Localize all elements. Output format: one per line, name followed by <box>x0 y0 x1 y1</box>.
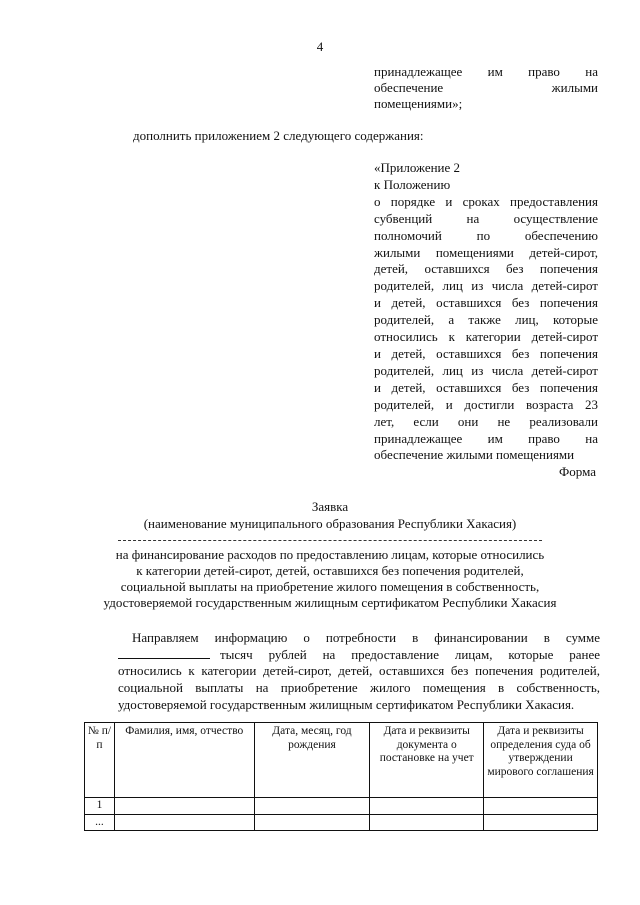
header-cell-name: Фамилия, имя, отчество <box>114 723 254 798</box>
appendix-line: и детей, оставшихся без попечения <box>374 345 598 361</box>
header-cell-number: № п/п <box>85 723 115 798</box>
table-cell <box>484 814 598 831</box>
table-cell <box>254 798 370 815</box>
appendix-line: родителей, лиц из числа детей-сирот <box>374 362 598 378</box>
table-cell <box>114 798 254 815</box>
table-header-row <box>85 723 598 798</box>
table-row <box>85 814 598 831</box>
paragraph-line-with-blank <box>118 647 600 664</box>
table-row <box>85 798 598 815</box>
previous-text-continuation <box>374 64 598 112</box>
header-cell-registration-document: Дата и реквизиты документа о постановке на учет <box>370 723 484 798</box>
purpose-line: социальной выплаты на приобретение жилого помещения в собственность, <box>120 579 540 594</box>
appendix-line: и детей, оставшихся без попечения <box>374 379 598 395</box>
appendix-line: родителей, а также лиц, которые <box>374 312 598 328</box>
application-title: Заявка <box>311 499 349 514</box>
appendix-line: принадлежащее им право на <box>374 430 598 446</box>
continuation-line: помещениями»; <box>374 96 463 111</box>
continuation-line: принадлежащее им право на <box>374 64 598 79</box>
table-cell: ... <box>85 814 115 831</box>
request-paragraph <box>118 630 600 714</box>
appendix-line: лет, если они не реализовали <box>374 413 598 429</box>
continuation-line: обеспечение жилыми <box>374 80 598 95</box>
table-cell: 1 <box>85 798 115 815</box>
municipality-name-line <box>118 540 542 541</box>
page-number: 4 <box>316 39 324 54</box>
appendix-line: жилыми помещениями детей-сирот, <box>374 244 598 260</box>
purpose-line: удостоверяемой государственным жилищным сертификатом Республики Хакасия <box>103 595 557 610</box>
appendix-line: родителей, и достигли возраста 23 <box>374 396 598 412</box>
amount-blank-field <box>118 647 210 659</box>
table-cell <box>484 798 598 815</box>
paragraph-line: относились к категории детей-сирот, детей, оставшихся без попечения родителей, <box>118 663 600 679</box>
appendix-line: субвенций на осуществление <box>374 210 598 226</box>
header-cell-birth-date: Дата, месяц, год рождения <box>254 723 370 798</box>
appendix-line: родителей, лиц из числа детей-сирот <box>374 278 598 294</box>
appendix-line: о порядке и сроках предоставления <box>374 193 598 209</box>
table-cell <box>370 798 484 815</box>
paragraph-line: тысяч рублей на предоставление лицам, которые ранее <box>220 646 600 662</box>
appendix-line: и детей, оставшихся без попечения <box>374 295 598 311</box>
table-cell <box>370 814 484 831</box>
form-label: Форма <box>559 464 596 479</box>
applicants-table <box>84 722 598 831</box>
appendix-line: к Положению <box>374 176 451 192</box>
appendix-line: обеспечение жилыми помещениями <box>374 447 575 463</box>
table-cell <box>254 814 370 831</box>
purpose-line: к категории детей-сирот, детей, оставшихся без попечения родителей, <box>136 563 524 578</box>
appendix-line: детей, оставшихся без попечения <box>374 261 598 277</box>
paragraph-line: Направляем информацию о потребности в финансировании в сумме <box>132 630 600 645</box>
supplement-instruction: дополнить приложением 2 следующего содержания: <box>133 128 424 143</box>
paragraph-line: социальной выплаты на приобретение жилого помещения в собственность, <box>118 680 600 696</box>
application-purpose <box>60 547 600 611</box>
appendix-heading <box>374 160 598 464</box>
appendix-line: полномочий по обеспечению <box>374 227 598 243</box>
purpose-line: на финансирование расходов по предоставлению лицам, которые относились <box>115 547 545 562</box>
table-cell <box>114 814 254 831</box>
appendix-line: относились к категории детей-сирот <box>374 329 598 345</box>
paragraph-line: удостоверяемой государственным жилищным сертификатом Республики Хакасия. <box>118 696 575 712</box>
application-subtitle: (наименование муниципального образования Республики Хакасия) <box>143 516 517 531</box>
header-cell-court-ruling: Дата и реквизиты определения суда об утверждении мирового соглашения <box>484 723 598 798</box>
appendix-line: «Приложение 2 <box>374 160 461 175</box>
